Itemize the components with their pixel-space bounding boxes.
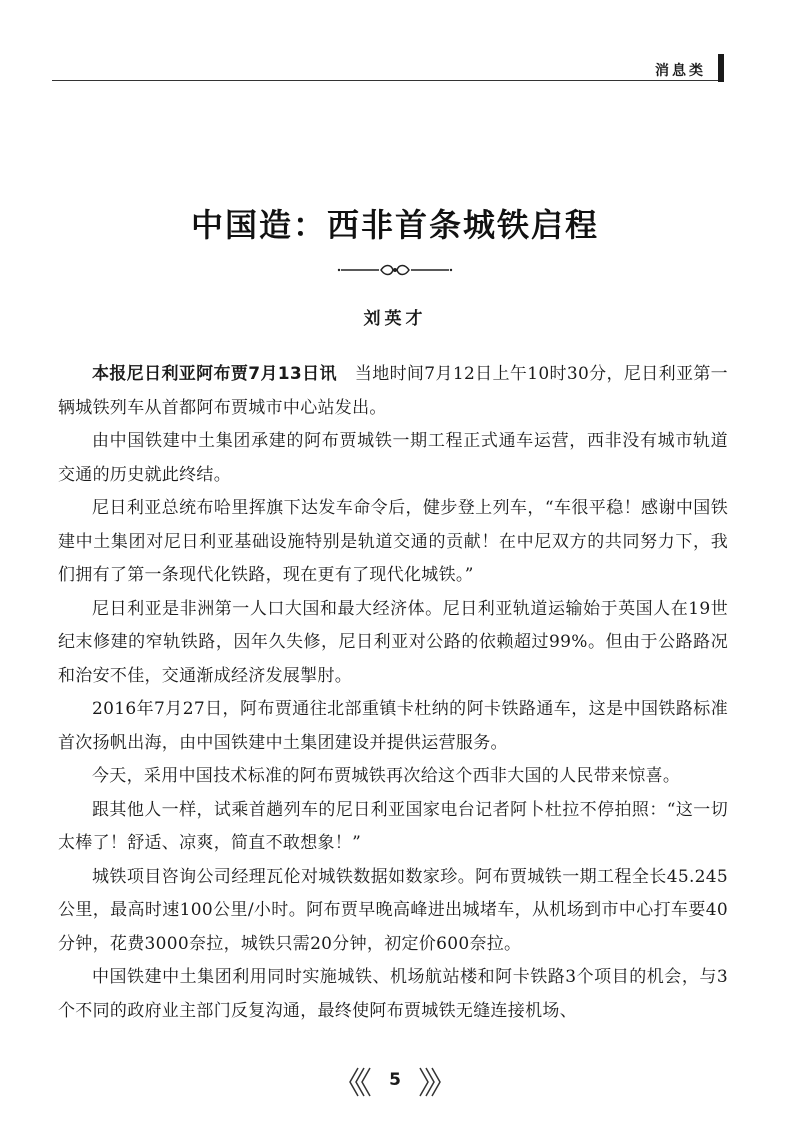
paragraph-text: 当地时间7月12日上午10时30分，尼日利亚第一辆城铁列车从首都阿布贾城市中心站发出。 — [58, 364, 728, 418]
paragraph: 尼日利亚总统布哈里挥旗下达发车命令后，健步登上列车，“车很平稳！感谢中国铁建中土集团对尼日利亚基础设施特别是轨道交通的贡献！在中尼双方的共同努力下，我们拥有了第一条现代化铁路，现在更有了现代化城铁。” — [58, 498, 728, 585]
section-marker-bar — [718, 54, 724, 82]
paragraph: 城铁项目咨询公司经理瓦伦对城铁数据如数家珍。阿布贾城铁一期工程全长45.245公里，最高时速100公里/小时。阿布贾早晚高峰进出城堵车，从机场到市中心打车要40分钟，花费3000奈拉，城铁只需20分钟，初定价600奈拉。 — [58, 866, 728, 954]
article-body — [58, 358, 728, 1028]
page-footer — [340, 1060, 450, 1104]
paragraph: 尼日利亚是非洲第一人口大国和最大经济体。尼日利亚轨道运输始于英国人在19世纪末修建的窄轨铁路，因年久失修，尼日利亚对公路的依赖超过99%。但由于公路路况和治安不佳，交通渐成经济发展掣肘。 — [58, 598, 728, 686]
paragraph: 2016年7月27日，阿布贾通往北部重镇卡杜纳的阿卡铁路通车，这是中国铁路标准首次扬帆出海，由中国铁建中土集团建设并提供运营服务。 — [58, 699, 728, 753]
paragraph: 跟其他人一样，试乘首趟列车的尼日利亚国家电台记者阿卜杜拉不停拍照：“这一切太棒了！舒适、凉爽，简直不敢想象！” — [58, 799, 728, 853]
header-rule — [52, 80, 718, 81]
paragraph: 中国铁建中土集团利用同时实施城铁、机场航站楼和阿卡铁路3个项目的机会，与3个不同的政府业主部门反复沟通，最终使阿布贾城铁无缝连接机场、 — [58, 967, 728, 1021]
paragraph: 今天，采用中国技术标准的阿布贾城铁再次给这个西非大国的人民带来惊喜。 — [92, 766, 681, 786]
dateline: 本报尼日利亚阿布贾7月13日讯 — [92, 364, 337, 384]
article-title: 中国造：西非首条城铁启程 — [190, 206, 599, 244]
section-tag: 消息类 — [655, 63, 706, 79]
ornament-divider-icon — [335, 262, 455, 278]
paragraph — [58, 358, 728, 425]
author-byline: 刘英才 — [363, 309, 427, 329]
page-number: 5 — [389, 1070, 401, 1090]
paragraph: 由中国铁建中土集团承建的阿布贾城铁一期工程正式通车运营，西非没有城市轨道交通的历史就此终结。 — [58, 431, 728, 485]
